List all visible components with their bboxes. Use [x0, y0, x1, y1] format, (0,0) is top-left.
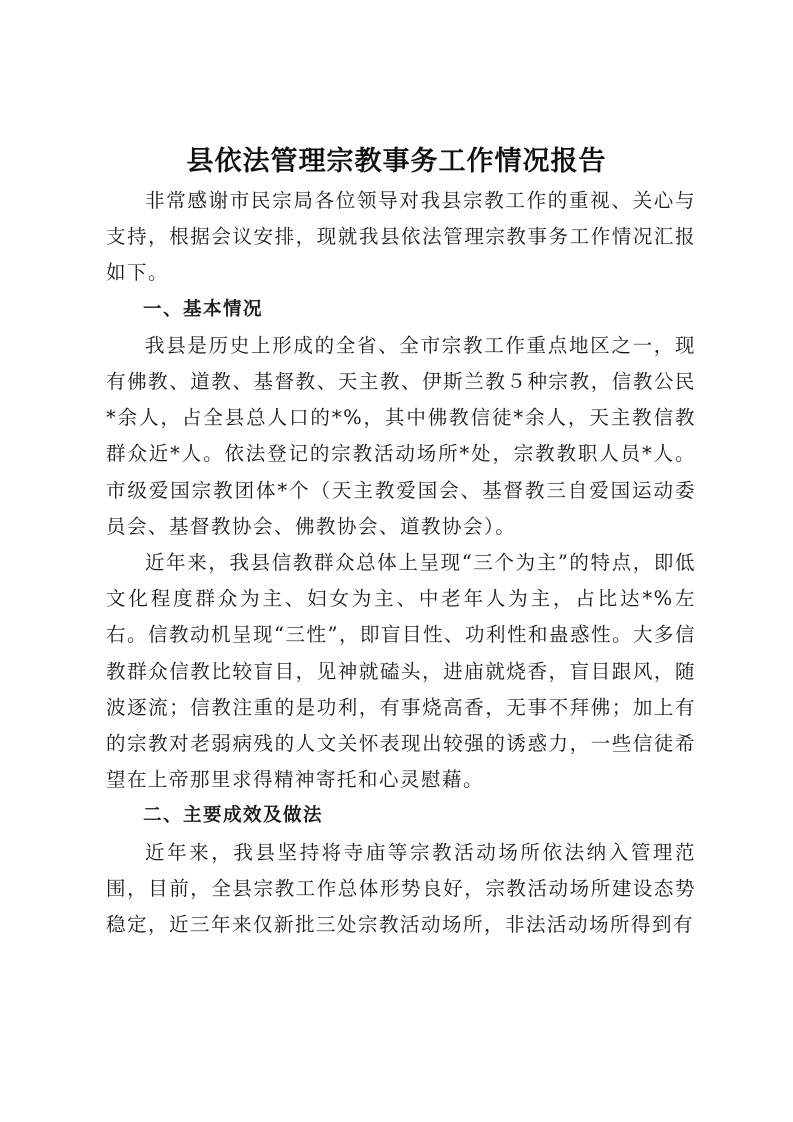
document-title: 县依法管理宗教事务工作情况报告	[186, 146, 607, 177]
basic-situation-paragraph-2: 近年来，我县信教群众总体上呈现“三个为主”的特点，即低文化程度群众为主、妇女为主、中老年人为主，占比达*%左右。信教动机呈现“三性”，即盲目性、功利性和蛊惑性。大多信教群众信教比较盲目，见神就磕头，进庙就烧香，盲目跟风，随波逐流；信教注重的是功利，有事烧高香，无事不拜佛；加上有的宗教对老弱病残的人文关怀表现出较强的诱惑力，一些信徒希望在上帝那里求得精神寄托和心灵慰藉。	[106, 551, 696, 792]
section-heading-achievements: 二、主要成效及做法	[143, 805, 324, 827]
basic-situation-paragraph-1: 我县是历史上形成的全省、全市宗教工作重点地区之一，现有佛教、道教、基督教、天主教、伊斯兰教５种宗教，信教公民*余人，占全县总人口的*%，其中佛教信徒*余人，天主教信教群众近*人。依法登记的宗教活动场所*处，宗教教职人员*人。市级爱国宗教团体*个（天主教爱国会、基督教三自爱国运动委员会、基督教协会、佛教协会、道教协会）。	[106, 333, 696, 538]
document-body	[106, 183, 696, 943]
intro-paragraph: 非常感谢市民宗局各位领导对我县宗教工作的重视、关心与支持，根据会议安排，现就我县依法管理宗教事务工作情况汇报如下。	[106, 189, 696, 285]
section-heading-basic-situation: 一、基本情况	[143, 298, 264, 320]
achievements-paragraph-1: 近年来，我县坚持将寺庙等宗教活动场所依法纳入管理范围，目前，全县宗教工作总体形势良好，宗教活动场所建设态势稳定，近三年来仅新批三处宗教活动场所，非法活动场所得到有	[106, 840, 696, 937]
